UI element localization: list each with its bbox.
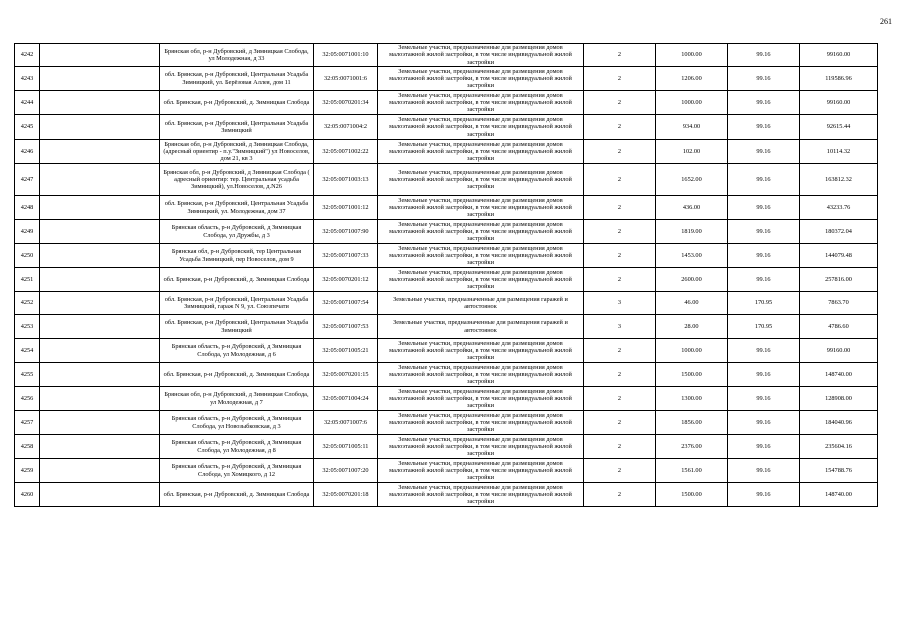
row-group: 2 [584, 459, 656, 483]
row-spacer [40, 315, 160, 339]
row-spacer [40, 411, 160, 435]
row-number: 4256 [15, 387, 40, 411]
row-cadastral-value: 180372.04 [800, 220, 878, 244]
row-cadastral-number: 32:05:0071007:6 [314, 411, 378, 435]
row-cadastral-number: 32:05:0071007:54 [314, 292, 378, 315]
row-address: обл. Брянская, р-н Дубровский, д. Зимницкая Слобода [160, 483, 314, 507]
page-number: 261 [880, 17, 892, 26]
row-cadastral-value: 119586.96 [800, 67, 878, 91]
table-row [15, 44, 878, 67]
row-area: 436.00 [656, 196, 728, 220]
row-rate: 99.16 [728, 339, 800, 363]
row-address: Брянская обл, р-н Дубровский, д Зимницкая Слобода, ул Молодежная, д 33 [160, 44, 314, 67]
row-number: 4259 [15, 459, 40, 483]
row-rate: 99.16 [728, 459, 800, 483]
row-rate: 99.16 [728, 91, 800, 115]
row-land-use: Земельные участки, предназначенные для размещения домов малоэтажной жилой застройки, в том числе индивидуальной жилой застройки [378, 115, 584, 140]
row-group: 2 [584, 44, 656, 67]
row-number: 4244 [15, 91, 40, 115]
row-land-use: Земельные участки, предназначенные для размещения домов малоэтажной жилой застройки, в том числе индивидуальной жилой застройки [378, 459, 584, 483]
row-area: 102.00 [656, 140, 728, 164]
row-address: обл. Брянская, р-н Дубровский, Центральная Усадьба Зимницкий, гараж N 9, ул. Союзпечати [160, 292, 314, 315]
row-area: 2376.00 [656, 435, 728, 459]
row-cadastral-number: 32:05:0071001:12 [314, 196, 378, 220]
row-land-use: Земельные участки, предназначенные для размещения домов малоэтажной жилой застройки, в том числе индивидуальной жилой застройки [378, 268, 584, 292]
row-land-use: Земельные участки, предназначенные для размещения домов малоэтажной жилой застройки, в том числе индивидуальной жилой застройки [378, 411, 584, 435]
row-rate: 99.16 [728, 244, 800, 268]
row-address: Брянская обл, р-н Дубровский, д Зимницкая Слобода, ул Молодежная, д 7 [160, 387, 314, 411]
row-cadastral-number: 32:05:0070201:15 [314, 363, 378, 387]
row-address: Брянская область, р-н Дубровский, д Зимницкая Слобода, ул Дружбы, д 3 [160, 220, 314, 244]
row-group: 2 [584, 196, 656, 220]
row-address: Брянская область, р-н Дубровский, д Зимницкая Слобода, ул Новозыбковская, д 3 [160, 411, 314, 435]
row-rate: 99.16 [728, 363, 800, 387]
row-number: 4245 [15, 115, 40, 140]
row-cadastral-value: 7863.70 [800, 292, 878, 315]
row-address: Брянская область, р-н Дубровский, д Зимницкая Слобода, ул Хомицкого, д 12 [160, 459, 314, 483]
row-address: Брянская область, р-н Дубровский, д Зимницкая Слобода, ул Молодежная, д 8 [160, 435, 314, 459]
row-address: Брянская область, р-н Дубровский, д Зимницкая Слобода, ул Молодежная, д 6 [160, 339, 314, 363]
row-group: 2 [584, 91, 656, 115]
row-cadastral-value: 99160.00 [800, 339, 878, 363]
row-area: 28.00 [656, 315, 728, 339]
row-spacer [40, 268, 160, 292]
table-row [15, 91, 878, 115]
row-group: 2 [584, 363, 656, 387]
table-row [15, 220, 878, 244]
row-address: Брянская обл, р-н Дубровский, д Зимницкая Слобода ( адресный ориентир: тер. Центральная усадьба Зимницкий), ул.Новоселов, д.N26 [160, 164, 314, 196]
row-group: 2 [584, 244, 656, 268]
row-cadastral-number: 32:05:0070201:18 [314, 483, 378, 507]
row-cadastral-number: 32:05:0071001:6 [314, 67, 378, 91]
row-cadastral-number: 32:05:0071001:10 [314, 44, 378, 67]
row-cadastral-value: 163812.32 [800, 164, 878, 196]
row-rate: 99.16 [728, 140, 800, 164]
table-row [15, 268, 878, 292]
row-address: обл. Брянская, р-н Дубровский, д. Зимницкая Слобода [160, 91, 314, 115]
row-spacer [40, 339, 160, 363]
row-cadastral-value: 144079.48 [800, 244, 878, 268]
row-area: 2600.00 [656, 268, 728, 292]
row-number: 4248 [15, 196, 40, 220]
row-address: обл. Брянская, р-н Дубровский, Центральная Усадьба Зимницкий [160, 115, 314, 140]
row-land-use: Земельные участки, предназначенные для размещения домов малоэтажной жилой застройки, в том числе индивидуальной жилой застройки [378, 387, 584, 411]
row-rate: 99.16 [728, 115, 800, 140]
row-group: 2 [584, 411, 656, 435]
row-area: 1000.00 [656, 91, 728, 115]
row-cadastral-value: 184040.96 [800, 411, 878, 435]
row-spacer [40, 387, 160, 411]
row-area: 1856.00 [656, 411, 728, 435]
row-spacer [40, 363, 160, 387]
table-body [15, 44, 878, 507]
row-land-use: Земельные участки, предназначенные для размещения домов малоэтажной жилой застройки, в том числе индивидуальной жилой застройки [378, 67, 584, 91]
row-spacer [40, 220, 160, 244]
table-row [15, 411, 878, 435]
row-area: 1819.00 [656, 220, 728, 244]
row-land-use: Земельные участки, предназначенные для размещения домов малоэтажной жилой застройки, в том числе индивидуальной жилой застройки [378, 363, 584, 387]
row-area: 1000.00 [656, 339, 728, 363]
row-cadastral-number: 32:05:0071007:53 [314, 315, 378, 339]
row-address: Брянская обл, р-н Дубровский, д Зимницкая Слобода, (адресный ориентир - п.у."Зимницкий") ул Новоселов, дом 21, кв 3 [160, 140, 314, 164]
row-address: обл. Брянская, р-н Дубровский, Центральная Усадьба Зимницкий, ул. Молодежная, дом 37 [160, 196, 314, 220]
row-group: 2 [584, 435, 656, 459]
row-spacer [40, 140, 160, 164]
row-rate: 99.16 [728, 411, 800, 435]
row-cadastral-value: 99160.00 [800, 91, 878, 115]
row-area: 934.00 [656, 115, 728, 140]
row-land-use: Земельные участки, предназначенные для размещения домов малоэтажной жилой застройки, в том числе индивидуальной жилой застройки [378, 196, 584, 220]
row-number: 4247 [15, 164, 40, 196]
row-number: 4257 [15, 411, 40, 435]
row-cadastral-number: 32:05:0071004:24 [314, 387, 378, 411]
row-land-use: Земельные участки, предназначенные для размещения домов малоэтажной жилой застройки, в том числе индивидуальной жилой застройки [378, 435, 584, 459]
table-row [15, 115, 878, 140]
row-area: 1561.00 [656, 459, 728, 483]
row-area: 46.00 [656, 292, 728, 315]
table-row [15, 459, 878, 483]
row-area: 1453.00 [656, 244, 728, 268]
row-number: 4249 [15, 220, 40, 244]
row-spacer [40, 292, 160, 315]
row-area: 1300.00 [656, 387, 728, 411]
row-cadastral-number: 32:05:0070201:34 [314, 91, 378, 115]
cadastral-value-table [14, 43, 878, 507]
row-land-use: Земельные участки, предназначенные для размещения домов малоэтажной жилой застройки, в том числе индивидуальной жилой застройки [378, 91, 584, 115]
row-number: 4252 [15, 292, 40, 315]
row-cadastral-number: 32:05:0070201:12 [314, 268, 378, 292]
row-area: 1500.00 [656, 483, 728, 507]
row-group: 2 [584, 268, 656, 292]
row-land-use: Земельные участки, предназначенные для размещения домов малоэтажной жилой застройки, в том числе индивидуальной жилой застройки [378, 339, 584, 363]
row-spacer [40, 244, 160, 268]
row-cadastral-value: 257816.00 [800, 268, 878, 292]
row-group: 2 [584, 67, 656, 91]
row-cadastral-number: 32:05:0071003:13 [314, 164, 378, 196]
row-land-use: Земельные участки, предназначенные для размещения домов малоэтажной жилой застройки, в том числе индивидуальной жилой застройки [378, 164, 584, 196]
row-rate: 170.95 [728, 292, 800, 315]
row-cadastral-value: 43233.76 [800, 196, 878, 220]
row-cadastral-value: 154788.76 [800, 459, 878, 483]
table-row [15, 244, 878, 268]
table-row [15, 387, 878, 411]
row-land-use: Земельные участки, предназначенные для размещения гаражей и автостоянок [378, 292, 584, 315]
row-rate: 99.16 [728, 483, 800, 507]
row-rate: 99.16 [728, 67, 800, 91]
row-group: 2 [584, 115, 656, 140]
table-row [15, 164, 878, 196]
row-spacer [40, 44, 160, 67]
row-address: Брянская обл, р-н Дубровский, тер Центральная Усадьба Зимницкий, пер Новоселов, дом 9 [160, 244, 314, 268]
row-number: 4260 [15, 483, 40, 507]
row-number: 4253 [15, 315, 40, 339]
row-number: 4242 [15, 44, 40, 67]
row-land-use: Земельные участки, предназначенные для размещения домов малоэтажной жилой застройки, в том числе индивидуальной жилой застройки [378, 140, 584, 164]
row-spacer [40, 483, 160, 507]
row-cadastral-number: 32:05:0071005:11 [314, 435, 378, 459]
row-cadastral-number: 32:05:0071004:2 [314, 115, 378, 140]
table-row [15, 339, 878, 363]
table-row [15, 363, 878, 387]
row-cadastral-number: 32:05:0071007:33 [314, 244, 378, 268]
row-group: 2 [584, 164, 656, 196]
row-rate: 99.16 [728, 44, 800, 67]
row-land-use: Земельные участки, предназначенные для размещения домов малоэтажной жилой застройки, в том числе индивидуальной жилой застройки [378, 220, 584, 244]
row-rate: 99.16 [728, 220, 800, 244]
row-area: 1652.00 [656, 164, 728, 196]
table-row [15, 292, 878, 315]
row-cadastral-value: 10114.32 [800, 140, 878, 164]
row-group: 2 [584, 339, 656, 363]
row-number: 4255 [15, 363, 40, 387]
table-row [15, 483, 878, 507]
row-group: 2 [584, 387, 656, 411]
row-address: обл. Брянская, р-н Дубровский, Центральная Усадьба Зимницкий [160, 315, 314, 339]
row-cadastral-value: 4786.60 [800, 315, 878, 339]
row-spacer [40, 91, 160, 115]
row-land-use: Земельные участки, предназначенные для размещения гаражей и автостоянок [378, 315, 584, 339]
row-spacer [40, 115, 160, 140]
row-group: 2 [584, 140, 656, 164]
row-rate: 99.16 [728, 164, 800, 196]
row-spacer [40, 435, 160, 459]
row-land-use: Земельные участки, предназначенные для размещения домов малоэтажной жилой застройки, в том числе индивидуальной жилой застройки [378, 244, 584, 268]
row-cadastral-value: 92615.44 [800, 115, 878, 140]
row-rate: 99.16 [728, 387, 800, 411]
row-cadastral-value: 235604.16 [800, 435, 878, 459]
row-spacer [40, 459, 160, 483]
row-rate: 99.16 [728, 435, 800, 459]
row-cadastral-value: 148740.00 [800, 363, 878, 387]
row-land-use: Земельные участки, предназначенные для размещения домов малоэтажной жилой застройки, в том числе индивидуальной жилой застройки [378, 483, 584, 507]
row-address: обл. Брянская, р-н Дубровский, Центральная Усадьба Зимницкий, ул. Берёзовая Аллея, дом 11 [160, 67, 314, 91]
row-area: 1000.00 [656, 44, 728, 67]
row-number: 4254 [15, 339, 40, 363]
table-row [15, 140, 878, 164]
row-number: 4250 [15, 244, 40, 268]
row-number: 4243 [15, 67, 40, 91]
row-address: обл. Брянская, р-н Дубровский, д. Зимницкая Слобода [160, 268, 314, 292]
row-cadastral-number: 32:05:0071002:22 [314, 140, 378, 164]
table-row [15, 67, 878, 91]
table-row [15, 435, 878, 459]
table-row [15, 196, 878, 220]
row-address: обл. Брянская, р-н Дубровский, д. Зимницкая Слобода [160, 363, 314, 387]
row-number: 4251 [15, 268, 40, 292]
row-group: 3 [584, 292, 656, 315]
row-area: 1500.00 [656, 363, 728, 387]
row-group: 2 [584, 220, 656, 244]
row-cadastral-number: 32:05:0071005:21 [314, 339, 378, 363]
row-spacer [40, 164, 160, 196]
row-group: 2 [584, 483, 656, 507]
table-row [15, 315, 878, 339]
row-group: 3 [584, 315, 656, 339]
row-rate: 99.16 [728, 268, 800, 292]
row-cadastral-value: 99160.00 [800, 44, 878, 67]
row-cadastral-number: 32:05:0071007:90 [314, 220, 378, 244]
row-number: 4246 [15, 140, 40, 164]
row-land-use: Земельные участки, предназначенные для размещения домов малоэтажной жилой застройки, в том числе индивидуальной жилой застройки [378, 44, 584, 67]
row-rate: 170.95 [728, 315, 800, 339]
row-spacer [40, 196, 160, 220]
row-spacer [40, 67, 160, 91]
row-cadastral-number: 32:05:0071007:20 [314, 459, 378, 483]
row-rate: 99.16 [728, 196, 800, 220]
row-area: 1206.00 [656, 67, 728, 91]
row-cadastral-value: 148740.00 [800, 483, 878, 507]
row-cadastral-value: 128908.00 [800, 387, 878, 411]
row-number: 4258 [15, 435, 40, 459]
